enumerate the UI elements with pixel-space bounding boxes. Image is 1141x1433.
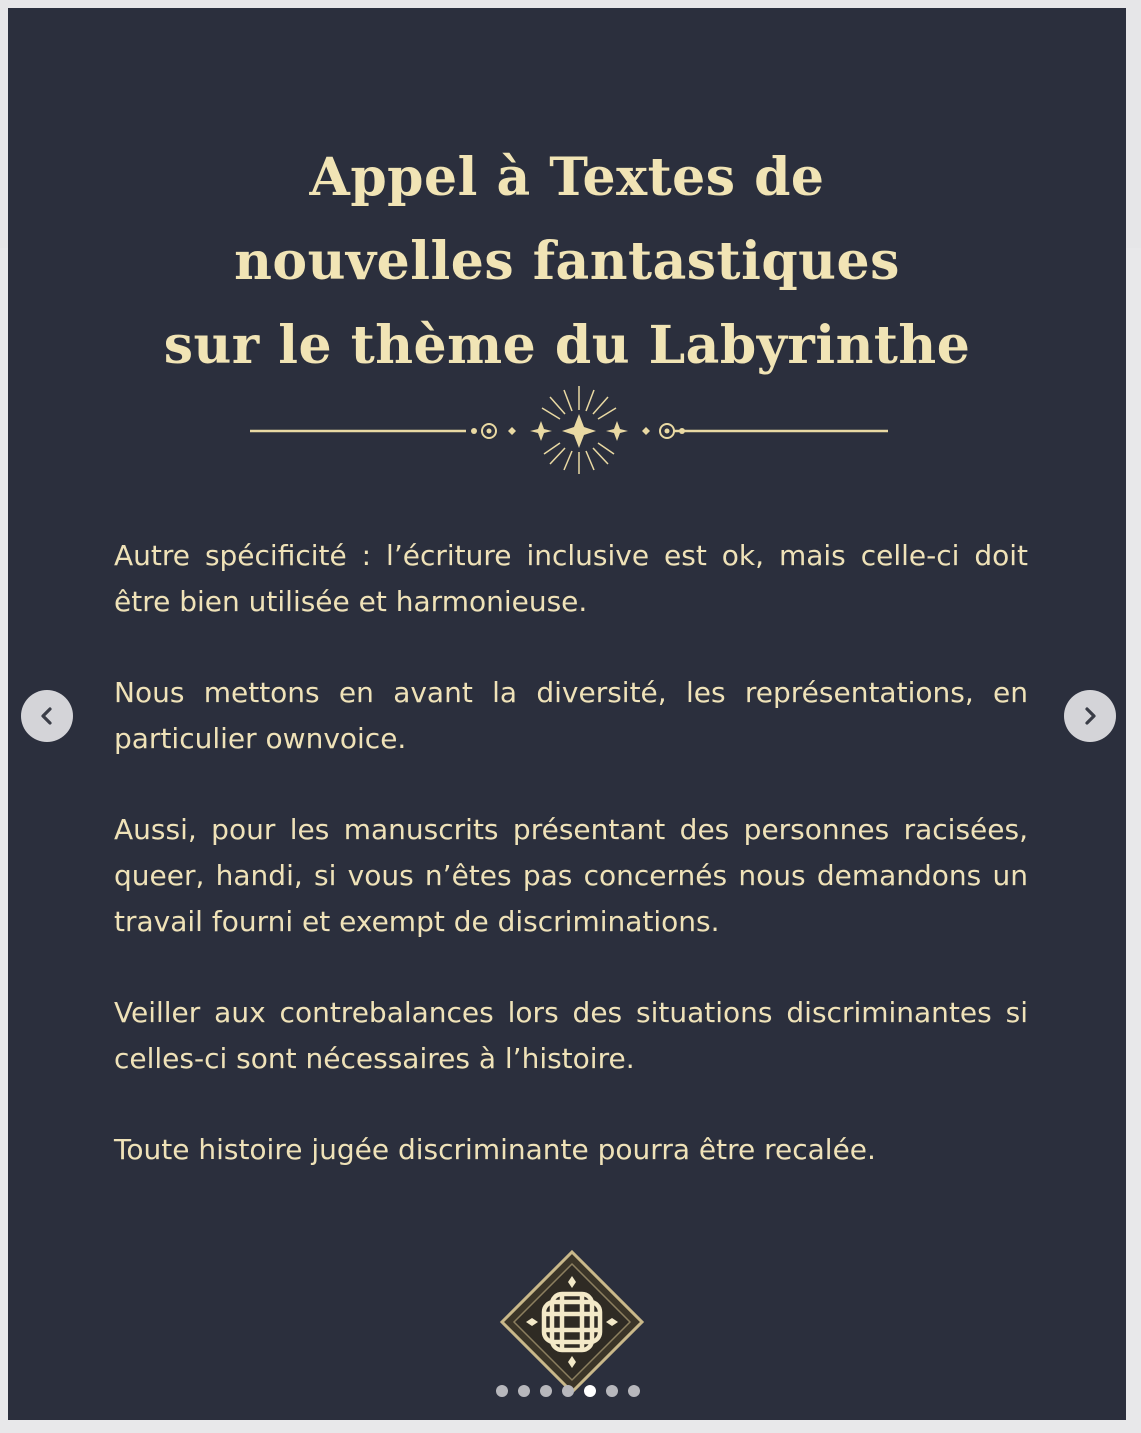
carousel-dot[interactable]	[562, 1385, 574, 1397]
slide-body	[114, 533, 1028, 1218]
title-line-1: Appel à Textes de	[309, 147, 825, 208]
star-divider-ornament	[244, 376, 894, 480]
carousel-dot[interactable]	[496, 1385, 508, 1397]
paragraph-rejection: Toute histoire jugée discriminante pourra être recalée.	[114, 1133, 876, 1166]
slide-title	[8, 136, 1126, 388]
paragraph-manuscripts: Aussi, pour les manuscrits présentant des personnes racisées, queer, handi, si vous n’êtes pas concernés nous demandons un travail fourni et exempt de discriminations.	[114, 813, 1028, 938]
carousel-dot[interactable]	[584, 1385, 596, 1397]
title-line-2: nouvelles fantastiques	[234, 231, 900, 292]
carousel-next-button[interactable]	[1064, 690, 1116, 742]
chevron-left-icon	[36, 705, 58, 727]
carousel-dot[interactable]	[606, 1385, 618, 1397]
carousel-slide	[8, 8, 1126, 1420]
paragraph-counterbalance: Veiller aux contrebalances lors des situations discriminantes si celles-ci sont nécessaires à l’histoire.	[114, 996, 1028, 1075]
carousel-dot[interactable]	[518, 1385, 530, 1397]
carousel-dot[interactable]	[540, 1385, 552, 1397]
celtic-knot-emblem	[498, 1248, 646, 1396]
title-line-3: sur le thème du Labyrinthe	[163, 315, 971, 376]
paragraph-diversity: Nous mettons en avant la diversité, les représentations, en particulier ownvoice.	[114, 676, 1028, 755]
chevron-right-icon	[1079, 705, 1101, 727]
carousel-dot[interactable]	[628, 1385, 640, 1397]
carousel-prev-button[interactable]	[21, 690, 73, 742]
paragraph-inclusive-writing: Autre spécificité : l’écriture inclusive est ok, mais celle-ci doit être bien utilisée et harmonieuse.	[114, 539, 1028, 618]
carousel-pagination	[496, 1385, 640, 1397]
